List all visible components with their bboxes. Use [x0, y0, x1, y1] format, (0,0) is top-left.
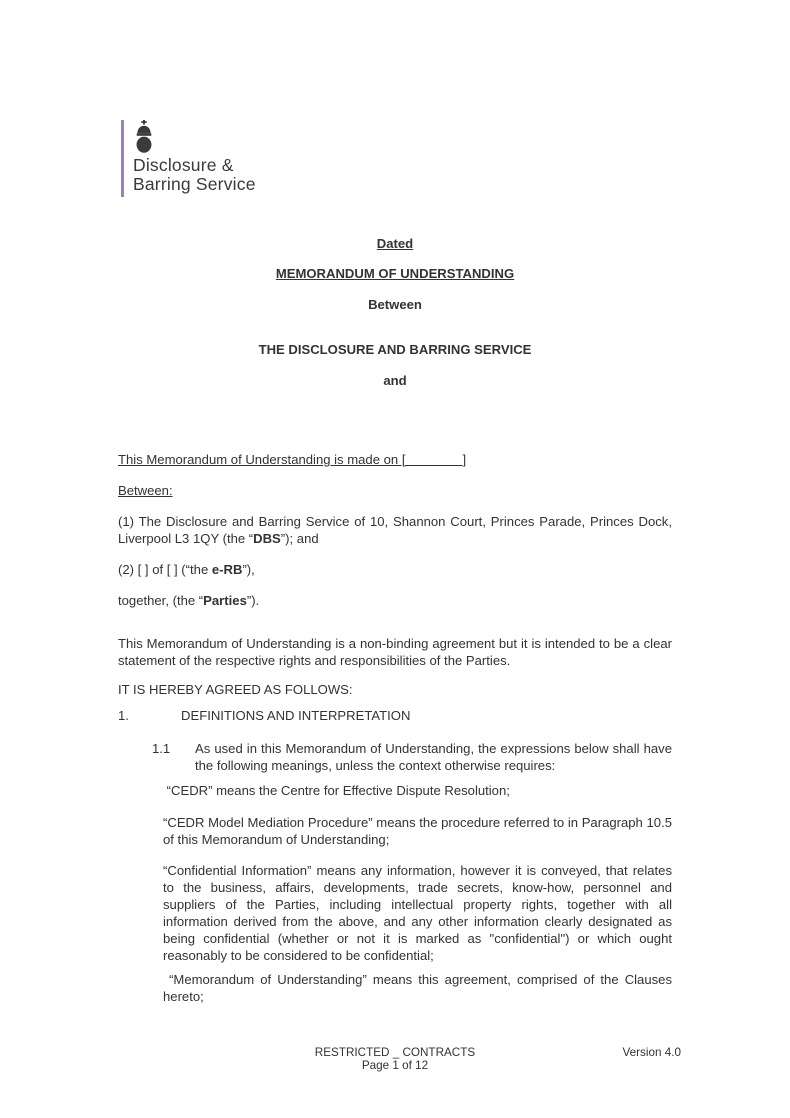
- clause-1-1: [152, 740, 672, 774]
- logo-text-line2: Barring Service: [133, 174, 256, 194]
- dated-heading: Dated: [376, 236, 414, 251]
- logo-text-line1: Disclosure &: [133, 155, 234, 175]
- section-1-heading: [118, 707, 672, 724]
- party-a-heading: THE DISCLOSURE AND BARRING SERVICE: [258, 342, 532, 357]
- made-on-text: This Memorandum of Understanding is made on [: [118, 452, 406, 467]
- document-title: MEMORANDUM OF UNDERSTANDING: [275, 266, 515, 281]
- footer-page-number: Page 1 of 12: [361, 1059, 429, 1072]
- made-on-close-bracket: ]: [462, 452, 467, 467]
- and-heading: and: [383, 373, 407, 388]
- non-binding-paragraph: This Memorandum of Understanding is a non-binding agreement but it is intended to be a clear statement of the respective rights and responsibilities of the Parties.: [118, 636, 672, 668]
- clause-1-1-number: 1.1: [152, 741, 171, 756]
- together-paragraph: together, (the “Parties”).: [118, 593, 260, 608]
- dbs-logo: [121, 120, 672, 197]
- page-footer: [0, 1046, 790, 1072]
- definition-cedr: “CEDR” means the Centre for Effective Dispute Resolution;: [163, 783, 510, 798]
- clause-1-1-text: As used in this Memorandum of Understanding, the expressions below shall have the following meanings, unless the context otherwise requires:: [195, 741, 672, 773]
- footer-classification: RESTRICTED _ CONTRACTS: [314, 1046, 476, 1059]
- date-blank-field: [405, 465, 462, 466]
- party-2-paragraph: (2) [ ] of [ ] (“the e-RB”),: [118, 562, 255, 577]
- agreed-line: IT IS HEREBY AGREED AS FOLLOWS:: [118, 682, 353, 697]
- logo-accent-bar: [121, 120, 124, 197]
- footer-version: Version 4.0: [622, 1046, 681, 1059]
- definition-cedr-model-mediation-procedure: “CEDR Model Mediation Procedure” means the procedure referred to in Paragraph 10.5 of this Memorandum of Understanding;: [163, 815, 672, 847]
- party-1-paragraph: (1) The Disclosure and Barring Service of 10, Shannon Court, Princes Parade, Princes Dock, Liverpool L3 1QY (the “DBS”); and: [118, 514, 672, 546]
- definition-memorandum-of-understanding: “Memorandum of Understanding” means this agreement, comprised of the Clauses hereto;: [163, 972, 672, 1004]
- definition-confidential-information: “Confidential Information” means any information, however it is conveyed, that relates to the business, affairs, developments, trade secrets, know-how, personnel and suppliers of the Parties, including intellectual property rights, together with all information derived from the above, and any other information clearly designated as being confidential (whether or not it is marked as "confidential") or which ought reasonably to be considered to be confidential;: [163, 863, 672, 963]
- between-label: Between:: [118, 483, 173, 498]
- section-1-number: 1.: [118, 708, 129, 723]
- between-heading: Between: [368, 297, 422, 312]
- section-1-title: DEFINITIONS AND INTERPRETATION: [181, 708, 411, 723]
- made-on-line: [118, 451, 672, 468]
- royal-crest-icon: [134, 120, 154, 153]
